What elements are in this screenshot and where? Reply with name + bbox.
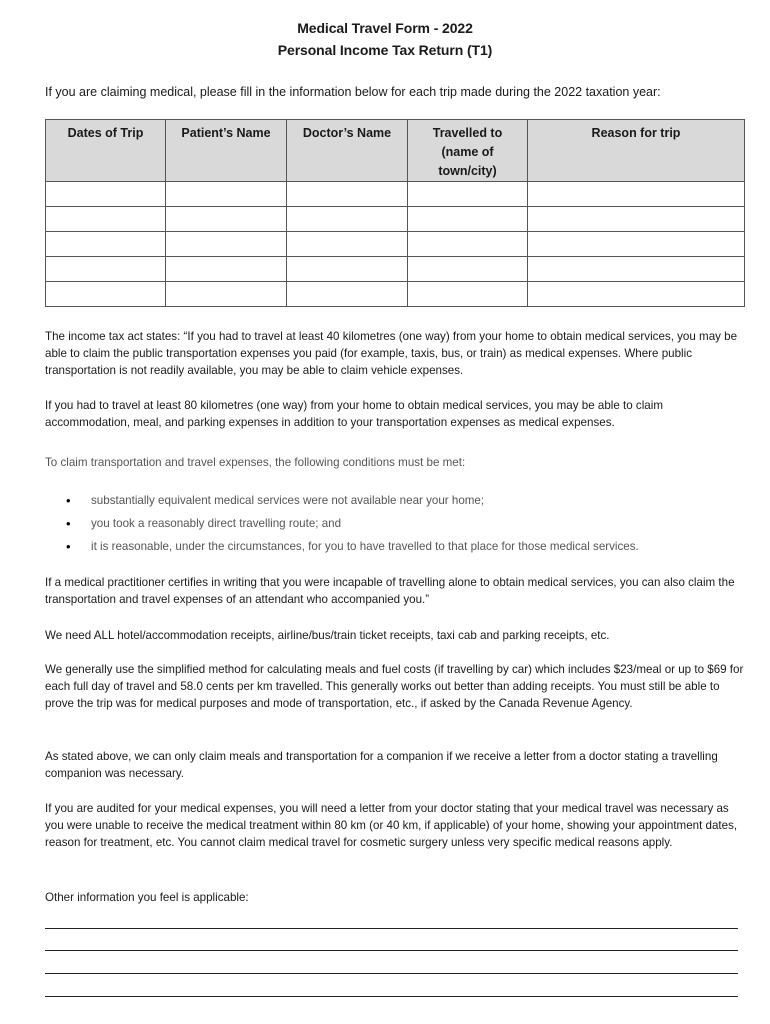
form-subtitle: Personal Income Tax Return (T1) (277, 42, 493, 58)
cell-patient[interactable] (166, 182, 287, 207)
cell-dates[interactable] (46, 182, 166, 207)
cell-patient[interactable] (166, 207, 287, 232)
list-item (45, 538, 639, 561)
bullet-icon: • (66, 493, 71, 508)
cell-reason[interactable] (528, 257, 745, 282)
trip-table-header (46, 120, 745, 182)
conditions-list (45, 492, 639, 561)
table-row (46, 182, 745, 207)
cell-patient[interactable] (166, 282, 287, 307)
cell-dates[interactable] (46, 207, 166, 232)
cell-travelled-to[interactable] (408, 207, 528, 232)
table-row (46, 207, 745, 232)
table-row (46, 257, 745, 282)
cell-reason[interactable] (528, 207, 745, 232)
cell-travelled-to[interactable] (408, 182, 528, 207)
companion-paragraph: As stated above, we can only claim meals and transportation for a companion if we receive a letter from a doctor stating a travelling companion was necessary. (45, 750, 718, 780)
other-info-line[interactable] (45, 973, 738, 974)
table-row (46, 232, 745, 257)
other-info-label: Other information you feel is applicable: (45, 891, 249, 904)
header-patients-name: Patient’s Name (166, 120, 287, 182)
condition-text: you took a reasonably direct travelling route; and (91, 517, 342, 530)
cell-doctor[interactable] (287, 232, 408, 257)
cell-doctor[interactable] (287, 257, 408, 282)
header-reason-for-trip: Reason for trip (528, 120, 745, 182)
header-dates-of-trip: Dates of Trip (46, 120, 166, 182)
form-title: Medical Travel Form - 2022 (297, 20, 473, 36)
cell-reason[interactable] (528, 182, 745, 207)
list-item (45, 515, 639, 538)
trip-table (45, 119, 745, 307)
cell-travelled-to[interactable] (408, 232, 528, 257)
cell-dates[interactable] (46, 232, 166, 257)
bullet-icon: • (66, 539, 71, 554)
condition-text: substantially equivalent medical services were not available near your home; (91, 494, 485, 507)
bullet-icon: • (66, 516, 71, 531)
form-intro: If you are claiming medical, please fill in the information below for each trip made during the 2022 taxation year: (45, 85, 661, 99)
cell-doctor[interactable] (287, 207, 408, 232)
list-item (45, 492, 639, 515)
cell-dates[interactable] (46, 257, 166, 282)
header-travelled-to (408, 120, 528, 182)
other-info-line[interactable] (45, 950, 738, 951)
cell-doctor[interactable] (287, 282, 408, 307)
eighty-km-paragraph: If you had to travel at least 80 kilometres (one way) from your home to obtain medical services, you may be able to claim accommodation, meal, and parking expenses in addition to your transportation expenses as medical expenses. (45, 399, 663, 429)
header-doctors-name: Doctor’s Name (287, 120, 408, 182)
cell-patient[interactable] (166, 257, 287, 282)
receipts-paragraph: We need ALL hotel/accommodation receipts, airline/bus/train ticket receipts, taxi cab and parking receipts, etc. (45, 629, 610, 642)
cell-doctor[interactable] (287, 182, 408, 207)
cell-reason[interactable] (528, 232, 745, 257)
condition-text: it is reasonable, under the circumstances, for you to have travelled to that place for those medical services. (91, 540, 639, 553)
table-row (46, 282, 745, 307)
attendant-paragraph: If a medical practitioner certifies in writing that you were incapable of travelling alone to obtain medical services, you can also claim the transportation and travel expenses of an attendant who accompanied you.” (45, 576, 735, 606)
header-travelled-to-label: Travelled to (name of town/city) (432, 126, 503, 178)
cell-patient[interactable] (166, 232, 287, 257)
cell-travelled-to[interactable] (408, 257, 528, 282)
cell-travelled-to[interactable] (408, 282, 528, 307)
cell-reason[interactable] (528, 282, 745, 307)
audit-paragraph: If you are audited for your medical expenses, you will need a letter from your doctor stating that your medical travel was necessary as you were unable to receive the medical treatment within 80 km (or 40 km, if applicable) of your home, showing your appointment dates, reason for treatment, etc. You cannot claim medical travel for cosmetic surgery unless very specific medical reasons apply. (45, 802, 738, 849)
conditions-intro: To claim transportation and travel expenses, the following conditions must be met: (45, 456, 466, 469)
other-info-line[interactable] (45, 996, 738, 997)
other-info-line[interactable] (45, 928, 738, 929)
simplified-method-paragraph: We generally use the simplified method for calculating meals and fuel costs (if travelling by car) which includes $23/meal or up to $69 for each full day of travel and 58.0 cents per km travelled. This generally works out better than adding receipts. You must still be able to prove the trip was for medical purposes and mode of transportation, etc., if asked by the Canada Revenue Agency. (45, 663, 744, 710)
cell-dates[interactable] (46, 282, 166, 307)
tax-act-paragraph: The income tax act states: “If you had to travel at least 40 kilometres (one way) from your home to obtain medical services, you may be able to claim the public transportation expenses you paid (for example, taxis, bus, or train) as medical expenses. Where public transportation is not readily available, you may be able to claim vehicle expenses. (45, 330, 738, 377)
